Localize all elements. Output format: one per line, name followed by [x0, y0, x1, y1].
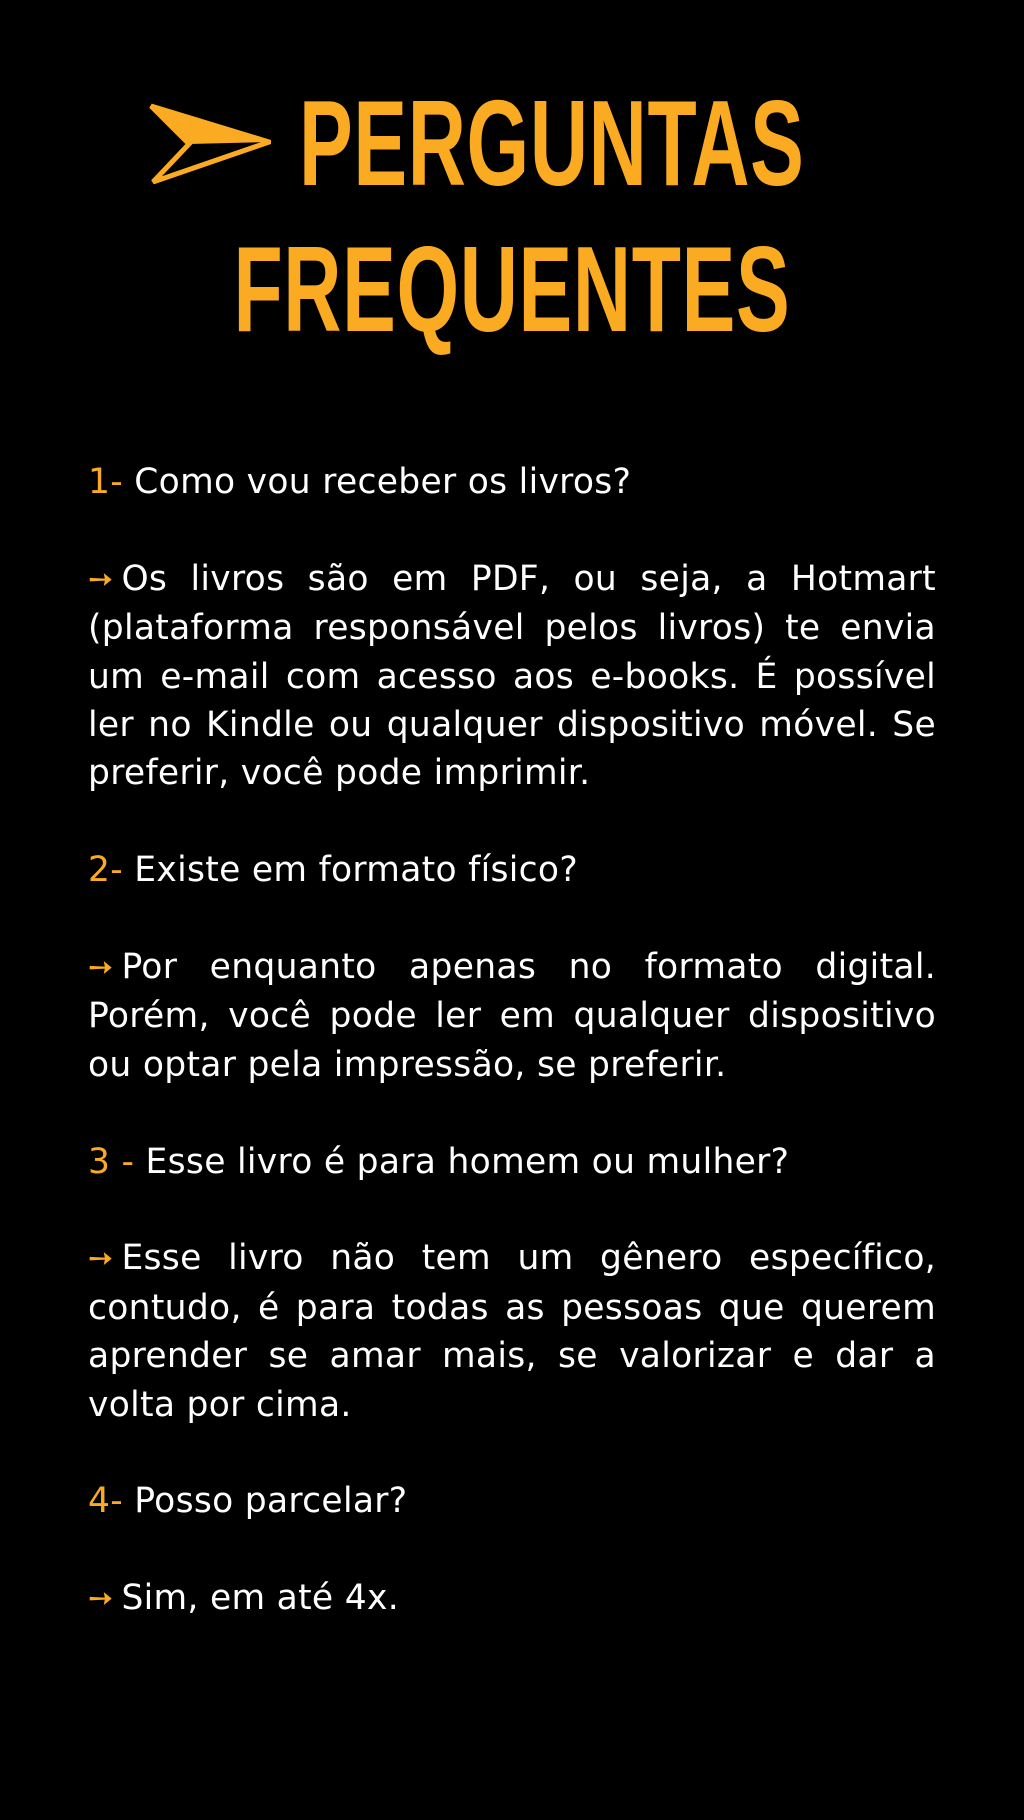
- title-line-1: [0, 70, 1024, 216]
- faq-answer-2: [88, 943, 936, 1089]
- question-text: Existe em formato físico?: [134, 850, 578, 891]
- faq-answer-4: [88, 1574, 936, 1623]
- answer-text: Os livros são em PDF, ou seja, a Hotmart (plataforma responsável pelos livros) te envia um e-mail com acesso aos e-books. É possível ler no Kindle ou qualquer dispositivo móvel. Se preferir, você pode imprimir.: [88, 558, 936, 794]
- faq-question-4: [88, 1477, 936, 1525]
- page-title-part-1: PERGUNTAS: [299, 75, 805, 211]
- question-number: 1-: [88, 462, 123, 502]
- answer-text: Sim, em até 4x.: [121, 1578, 399, 1619]
- answer-text: Por enquanto apenas no formato digital. Porém, você pode ler em qualquer dispositivo ou optar pela impressão, se preferir.: [88, 947, 936, 1085]
- faq-list: [88, 458, 936, 1624]
- paper-plane-arrow-icon: [149, 102, 271, 184]
- faq-answer-1: [88, 555, 936, 798]
- faq-question-1: [88, 458, 936, 506]
- page-header: [0, 70, 1024, 362]
- arrow-right-icon: ➙: [88, 1581, 114, 1617]
- page-title-part-2: FREQUENTES: [233, 221, 791, 357]
- faq-answer-3: [88, 1234, 936, 1429]
- title-line-2: [0, 216, 1024, 362]
- answer-text: Esse livro não tem um gênero específico, contudo, é para todas as pessoas que querem aprender se amar mais, se valorizar e dar a volta por cima.: [88, 1238, 936, 1425]
- faq-question-3: [88, 1138, 936, 1186]
- question-number: 4-: [88, 1481, 123, 1522]
- arrow-right-icon: ➙: [88, 950, 114, 986]
- question-text: Esse livro é para homem ou mulher?: [145, 1141, 790, 1182]
- arrow-right-icon: ➙: [88, 1241, 114, 1277]
- question-number: 3 -: [88, 1141, 135, 1182]
- faq-question-2: [88, 846, 936, 894]
- question-number: 2-: [88, 850, 123, 891]
- arrow-right-icon: ➙: [88, 561, 114, 597]
- question-text: Como vou receber os livros?: [134, 462, 632, 502]
- question-text: Posso parcelar?: [134, 1481, 408, 1522]
